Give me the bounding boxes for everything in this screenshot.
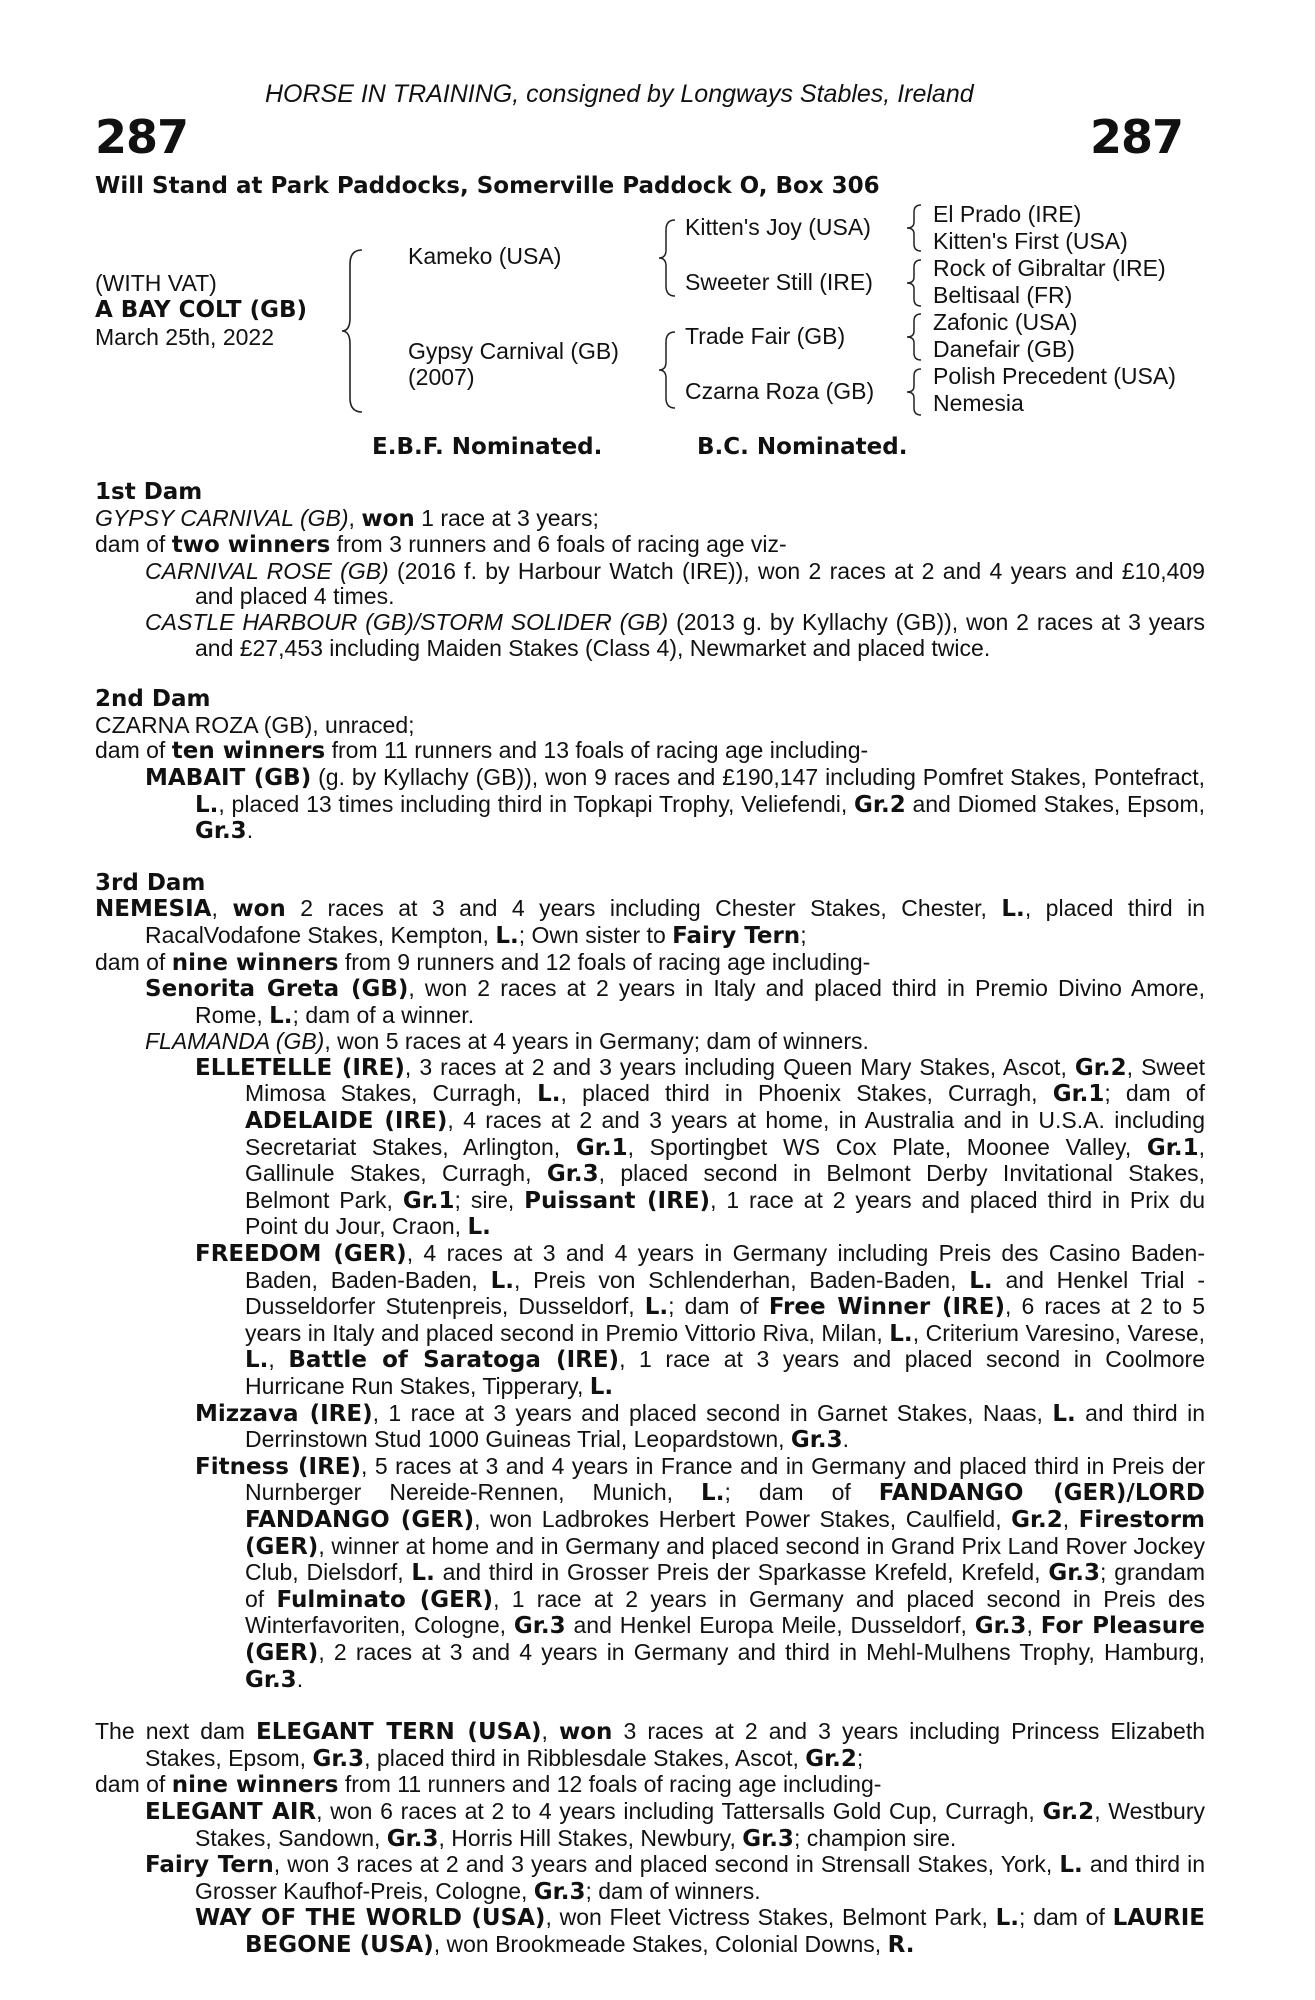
dam-2-produce: dam of ten winners from 11 runners and 13 foals of racing age including- xyxy=(95,737,869,765)
pedigree-brace-main xyxy=(340,248,370,414)
sire-name: Kameko (USA) xyxy=(408,243,562,269)
dam-3-produce: dam of nine winners from 9 runners and 12 foals of racing age including- xyxy=(95,948,871,976)
sire-sire: Kitten's Joy (USA) xyxy=(685,214,871,240)
pedigree-brace-g3-3 xyxy=(905,312,925,362)
produce-castle-harbour: CASTLE HARBOUR (GB)/STORM SOLIDER (GB) (2013 g. by Kyllachy (GB)), won 2 races at 3 years and £27,453 including Maiden Stakes (Class 4), Newmarket and placed twice. xyxy=(145,608,1206,661)
pedigree-brace-sire xyxy=(657,218,679,298)
lot-number-right: 287 xyxy=(1090,110,1184,164)
next-dam-produce: dam of nine winners from 11 runners and 12 foals of racing age including- xyxy=(95,1771,882,1799)
dam-sire: Trade Fair (GB) xyxy=(685,323,846,349)
pedigree-brace-g3-2 xyxy=(905,258,925,308)
g3-8: Nemesia xyxy=(933,390,1024,416)
pedigree-brace-dam xyxy=(657,330,679,410)
lot-number-left: 287 xyxy=(95,110,189,164)
produce-flamanda: FLAMANDA (GB), won 5 races at 4 years in Germany; dam of winners. xyxy=(145,1028,869,1055)
produce-freedom: FREEDOM (GER), 4 races at 3 and 4 years in Germany including Preis des Casino Baden-Baden, Baden-Baden, L., Preis von Schlenderhan, Baden-Baden, L. and Henkel Trial - Dusseldorfer Stutenpreis, Dusseldorf, L.; dam of Free Winner (IRE), 6 races at 2 to 5 years in Italy and placed second in Premio Vittorio Riva, Milan, L., Criterium Varesino, Varese, L., Battle of Saratoga (IRE), 1 race at 3 years and placed second in Coolmore Hurricane Run Stakes, Tipperary, L. xyxy=(195,1240,1206,1400)
dam-1-summary: GYPSY CARNIVAL (GB), won 1 race at 3 years; xyxy=(95,504,599,532)
dam-1-produce: dam of two winners from 3 runners and 6 foals of racing age viz- xyxy=(95,531,787,559)
section-heading-1st-dam: 1st Dam xyxy=(95,479,203,505)
pedigree-brace-g3-4 xyxy=(905,367,925,417)
sire-dam: Sweeter Still (IRE) xyxy=(685,269,873,295)
dam-3-summary: NEMESIA, won 2 races at 3 and 4 years including Chester Stakes, Chester, L., placed third in RacalVodafone Stakes, Kempton, L.; Own sister to Fairy Tern; xyxy=(95,895,1206,949)
section-heading-2nd-dam: 2nd Dam xyxy=(95,686,211,713)
produce-elletelle: ELLETELLE (IRE), 3 races at 2 and 3 years including Queen Mary Stakes, Ascot, Gr.2, Sweet Mimosa Stakes, Curragh, L., placed third in Phoenix Stakes, Curragh, Gr.1; dam of ADELAIDE (IRE), 4 races at 2 and 3 years at home, in Australia and in U.S.A. including Secretariat Stakes, Arlington, Gr.1, Sportingbet WS Cox Plate, Moonee Valley, Gr.1, Gallinule Stakes, Curragh, Gr.3, placed second in Belmont Derby Invitational Stakes, Belmont Park, Gr.1; sire, Puissant (IRE), 1 race at 2 years and placed third in Prix du Point du Jour, Craon, L. xyxy=(195,1053,1206,1241)
produce-mizzava: Mizzava (IRE), 1 race at 3 years and placed second in Garnet Stakes, Naas, L. and third in Derrinstown Stud 1000 Guineas Trial, Leopardstown, Gr.3. xyxy=(195,1399,1205,1454)
g3-5: Zafonic (USA) xyxy=(933,309,1078,335)
pedigree-brace-g3-1 xyxy=(905,203,925,253)
produce-carnival-rose: CARNIVAL ROSE (GB) (2016 f. by Harbour Watch (IRE)), won 2 races at 2 and 4 years and £10,409 and placed 4 times. xyxy=(145,557,1205,610)
produce-fairy-tern: Fairy Tern, won 3 races at 2 and 3 years and placed second in Strensall Stakes, York, L. and third in Grosser Kaufhof-Preis, Cologne, Gr.3; dam of winners. xyxy=(145,1851,1205,1905)
g3-2: Kitten's First (USA) xyxy=(933,228,1128,254)
stand-location: Will Stand at Park Paddocks, Somerville Paddock O, Box 306 xyxy=(95,173,880,199)
section-heading-3rd-dam: 3rd Dam xyxy=(95,869,206,896)
g3-3: Rock of Gibraltar (IRE) xyxy=(933,255,1166,281)
g3-6: Danefair (GB) xyxy=(933,336,1075,362)
produce-senorita-greta: Senorita Greta (GB), won 2 races at 2 years in Italy and placed third in Premio Divino Amore, Rome, L.; dam of a winner. xyxy=(145,975,1205,1029)
produce-fitness: Fitness (IRE), 5 races at 3 and 4 years in France and in Germany and placed third in Preis der Nurnberger Nereide-Rennen, Munich, L.; dam of FANDANGO (GER)/LORD FANDANGO (GER), won Ladbrokes Herbert Power Stakes, Caulfield, Gr.2, Firestorm (GER), winner at home and in Germany and placed second in Grand Prix Land Rover Jockey Club, Dielsdorf, L. and third in Grosser Preis der Sparkasse Krefeld, Krefeld, Gr.3; grandam of Fulminato (GER), 1 race at 2 years in Germany and placed second in Preis des Winterfavoriten, Cologne, Gr.3 and Henkel Europa Meile, Dusseldorf, Gr.3, For Pleasure (GER), 2 races at 3 and 4 years in Germany and third in Mehl-Mulhens Trophy, Hamburg, Gr.3. xyxy=(195,1452,1206,1693)
ebf-nomination: E.B.F. Nominated. xyxy=(372,434,603,460)
next-dam-summary: The next dam ELEGANT TERN (USA), won 3 races at 2 and 3 years including Princess Elizabeth Stakes, Epsom, Gr.3, placed third in Ribblesdale Stakes, Ascot, Gr.2; xyxy=(95,1718,1205,1772)
dam-2-summary: CZARNA ROZA (GB), unraced; xyxy=(95,711,415,738)
catalogue-header: HORSE IN TRAINING, consigned by Longways Stables, Ireland xyxy=(265,80,974,108)
horse-name: A BAY COLT (GB) xyxy=(95,297,308,323)
dam-dam: Czarna Roza (GB) xyxy=(685,378,875,404)
produce-way-of-the-world: WAY OF THE WORLD (USA), won Fleet Victress Stakes, Belmont Park, L.; dam of LAURIE BEGONE (USA), won Brookmeade Stakes, Colonial Downs, R. xyxy=(195,1904,1206,1958)
vat-note: (WITH VAT) xyxy=(95,270,217,296)
bc-nomination: B.C. Nominated. xyxy=(697,434,908,460)
produce-mabait: MABAIT (GB) (g. by Kyllachy (GB)), won 9 races and £190,147 including Pomfret Stakes, Pontefract, L., placed 13 times including third in Topkapi Trophy, Veliefendi, Gr.2 and Diomed Stakes, Epsom, Gr.3. xyxy=(145,763,1205,845)
g3-4: Beltisaal (FR) xyxy=(933,282,1073,308)
g3-1: El Prado (IRE) xyxy=(933,201,1082,227)
catalogue-body xyxy=(95,480,1205,1958)
dam-year: (2007) xyxy=(408,364,475,390)
g3-7: Polish Precedent (USA) xyxy=(933,363,1176,389)
horse-dob: March 25th, 2022 xyxy=(95,324,275,350)
produce-elegant-air: ELEGANT AIR, won 6 races at 2 to 4 years including Tattersalls Gold Cup, Curragh, Gr.2, Westbury Stakes, Sandown, Gr.3, Horris Hill Stakes, Newbury, Gr.3; champion sire. xyxy=(145,1797,1206,1852)
dam-name: Gypsy Carnival (GB) xyxy=(408,338,619,364)
